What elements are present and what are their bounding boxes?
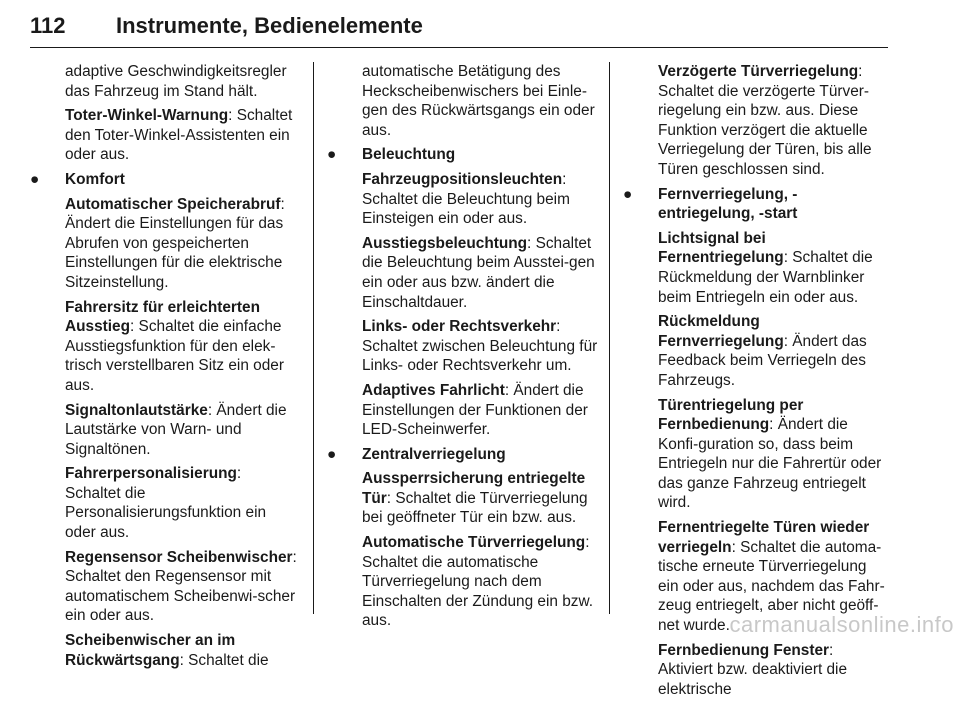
watermark: carmanualsonline.info — [729, 612, 954, 637]
section-heading — [327, 445, 599, 465]
setting-description — [327, 170, 599, 229]
setting-text: : Aktiviert bzw. deaktiviert die elektrische — [658, 641, 848, 698]
setting-text: : Schaltet die Beleuchtung beim Einsteigen ein oder aus. — [362, 170, 570, 228]
setting-description — [30, 106, 300, 165]
bullet-icon: ● — [327, 445, 337, 463]
section-heading-label: Fernverriegelung, -entriegelung, -start — [658, 185, 798, 223]
setting-text: automatische Betätigung des Heckscheibenwischers bei Einle-gen des Rückwärtsgangs ein oder aus. — [362, 63, 595, 139]
setting-text: : Schaltet die Personalisierungsfunktion ein oder aus. — [65, 465, 267, 542]
setting-description — [30, 548, 300, 626]
setting-description — [327, 62, 599, 140]
setting-name: Links- oder Rechtsverkehr — [362, 318, 557, 336]
setting-name: Verzögerte Türverriegelung — [658, 63, 859, 80]
setting-name: Aussperrsicherung entriegelte Tür — [362, 470, 586, 507]
setting-text: : Schaltet den Toter-Winkel-Assistenten ein oder aus. — [65, 107, 293, 164]
setting-description — [327, 469, 599, 528]
setting-text: : Ändert die Einstellungen der Funktionen der LED-Scheinwerfer. — [362, 381, 588, 439]
setting-description — [30, 401, 300, 460]
column-divider — [609, 62, 610, 614]
setting-text: : Schaltet die Türverriegelung bei geöffneter Tür ein bzw. aus. — [362, 489, 588, 527]
setting-name: Fernentriegelte Türen wieder verriegeln — [658, 519, 870, 556]
setting-name: Scheibenwischer an im Rückwärtsgang — [65, 632, 236, 669]
setting-description — [327, 533, 599, 631]
setting-description — [30, 298, 300, 396]
setting-description — [30, 62, 300, 101]
column-3 — [623, 62, 891, 704]
setting-description — [327, 381, 599, 440]
setting-name: Fahrerpersonalisierung — [65, 465, 237, 483]
setting-text: : Schaltet den Regensensor mit automatischem Scheibenwi-scher ein oder aus. — [65, 548, 297, 625]
setting-text: : Schaltet die verzögerte Türver-riegelung ein bzw. aus. Diese Funktion verzögert die aktuelle Verriegelung der Türen, bis alle Türen geschlossen sind. — [658, 63, 872, 178]
setting-description — [327, 317, 599, 376]
page-title: Instrumente, Bedienelemente — [116, 13, 423, 38]
setting-text: : Schaltet die automa-tische erneute Türverriegelung ein oder aus, nachdem das Fahr-zeug entriegelt, aber nicht geöff-net wurde. — [658, 538, 885, 635]
setting-description — [30, 464, 300, 542]
setting-name: Toter-Winkel-Warnung — [65, 107, 229, 125]
setting-text: : Ändert die Lautstärke von Warn- und Signaltönen. — [65, 401, 287, 458]
page-header — [30, 6, 890, 46]
column-1 — [30, 62, 300, 675]
bullet-icon: ● — [327, 146, 337, 164]
section-heading-label: Komfort — [65, 170, 125, 188]
section-heading-label: Beleuchtung — [362, 146, 456, 164]
setting-description — [327, 234, 599, 312]
section-heading — [327, 145, 599, 165]
setting-text: : Ändert das Feedback beim Verriegeln des Fahrzeugs. — [658, 332, 867, 389]
setting-text: : Schaltet die — [179, 651, 269, 669]
setting-text: : Ändert die Konfi-guration so, dass beim Entriegeln nur die Fahrertür oder das ganze Fahrzeug entriegelt wird. — [658, 416, 882, 512]
setting-text: : Schaltet die automatische Türverriegelung nach dem Einschalten der Zündung ein bzw. aus. — [362, 534, 594, 630]
setting-name: Automatische Türverriegelung — [362, 534, 586, 552]
column-divider — [313, 62, 314, 614]
setting-name: Regensensor Scheibenwischer — [65, 548, 293, 566]
column-2 — [327, 62, 599, 636]
setting-name: Adaptives Fahrlicht — [362, 381, 505, 399]
setting-name: Türentriegelung per Fernbedienung — [658, 396, 804, 434]
setting-name: Automatischer Speicherabruf — [65, 195, 281, 213]
setting-text: : Schaltet zwischen Beleuchtung für Links- oder Rechtsverkehr um. — [362, 318, 598, 375]
section-heading — [30, 170, 300, 190]
setting-name: Fahrzeugpositionsleuchten — [362, 170, 563, 188]
setting-description — [623, 396, 891, 514]
setting-name: Rückmeldung Fernverriegelung — [658, 313, 784, 350]
setting-text: adaptive Geschwindigkeitsregler das Fahrzeug im Stand hält. — [65, 63, 287, 100]
setting-description — [623, 641, 891, 700]
bullet-icon: ● — [30, 170, 40, 188]
setting-name: Fahrersitz für erleichterten Ausstieg — [65, 298, 261, 336]
setting-name: Fernbedienung Fenster — [658, 641, 830, 659]
bullet-icon: ● — [623, 185, 633, 203]
setting-description — [623, 229, 891, 307]
setting-description — [30, 195, 300, 293]
section-heading — [623, 185, 891, 224]
setting-text: : Schaltet die Rückmeldung der Warnblinker beim Entriegeln ein oder aus. — [658, 249, 873, 306]
page-number: 112 — [30, 13, 66, 38]
setting-text: : Schaltet die Beleuchtung beim Ausstei-gen ein oder aus bzw. ändert die Einschaltdauer. — [362, 234, 595, 311]
setting-description — [623, 312, 891, 390]
header-rule — [30, 47, 888, 48]
setting-name: Signaltonlautstärke — [65, 401, 208, 419]
setting-name: Lichtsignal bei Fernentriegelung — [658, 229, 784, 267]
setting-text: : Ändert die Einstellungen für das Abrufen von gespeicherten Einstellungen für die elektrische Sitzeinstellung. — [65, 195, 285, 291]
setting-text: : Schaltet die einfache Ausstiegsfunktion für den elek-trisch verstellbaren Sitz ein oder aus. — [65, 318, 284, 394]
setting-name: Ausstiegsbeleuchtung — [362, 234, 528, 252]
setting-description — [30, 631, 300, 670]
section-heading-label: Zentralverriegelung — [362, 445, 506, 463]
setting-description — [623, 62, 891, 180]
